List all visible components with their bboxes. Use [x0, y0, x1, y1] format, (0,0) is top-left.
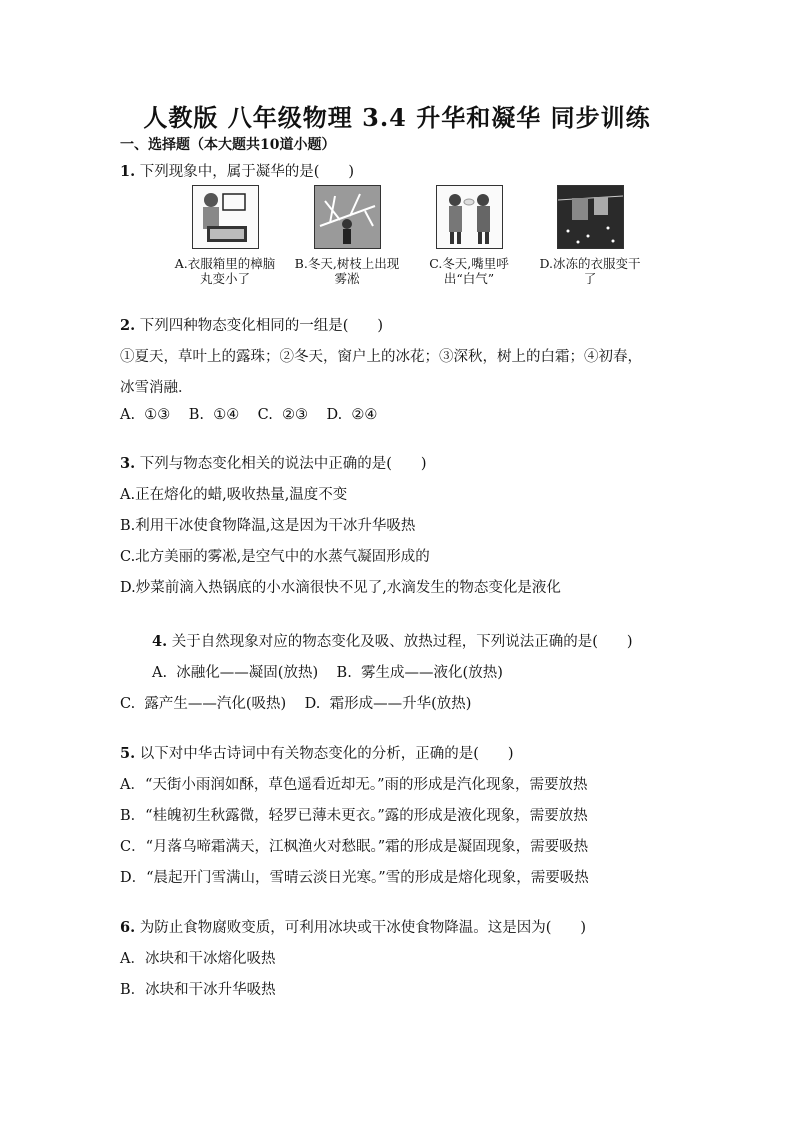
question-number: 5. [120, 745, 136, 762]
rime-tree-image [314, 185, 381, 249]
q2-statement-line-2: 冰雪消融． [120, 380, 193, 396]
question-stem: 以下对中华古诗词中有关物态变化的分析，正确的是( ) [139, 746, 514, 762]
question-2 [120, 314, 383, 335]
q4-options-line-1: A. 冰融化——凝固(放热) B. 雾生成——液化(放热) [152, 665, 503, 681]
question-stem: 关于自然现象对应的物态变化及吸、放热过程，下列说法正确的是( ) [171, 634, 633, 650]
question-stem: 为防止食物腐败变质，可利用冰块或干冰使食物降温。这是因为( ) [139, 920, 587, 936]
q2-statement-line-1: ①夏天，草叶上的露珠；②冬天，窗户上的冰花；③深秋，树上的白霜；④初春， [120, 349, 642, 365]
option-d-caption: D.冰冻的衣服变干了 [539, 256, 641, 286]
q5-option-c: C．“月落乌啼霜满天，江枫渔火对愁眠。”霜的形成是凝固现象，需要吸热 [120, 839, 589, 855]
question-4 [152, 630, 633, 651]
question-3 [120, 452, 427, 473]
q6-option-a: A．冰块和干冰熔化吸热 [120, 951, 276, 967]
question-5 [120, 742, 514, 763]
q4-options-line-2: C. 露产生——汽化(吸热) D. 霜形成——升华(放热) [120, 696, 472, 712]
page-title: 人教版 八年级物理 3.4 升华和凝华 同步训练 [143, 103, 651, 132]
question-number: 6. [120, 919, 136, 936]
question-number: 4. [152, 633, 168, 650]
question-stem: 下列现象中，属于凝华的是( ) [139, 164, 355, 180]
question-number: 3. [120, 455, 136, 472]
question-1 [120, 160, 354, 181]
q3-option-b: B.利用干冰使食物降温,这是因为干冰升华吸热 [120, 518, 416, 534]
question-stem: 下列与物态变化相关的说法中正确的是( ) [139, 456, 427, 472]
option-a-caption: A.衣服箱里的樟脑丸变小了 [174, 256, 276, 286]
q3-option-a: A.正在熔化的蜡,吸收热量,温度不变 [120, 487, 348, 503]
option-c-caption: C.冬天,嘴里呼出“白气” [429, 256, 509, 286]
option-b-caption: B.冬天,树枝上出现雾凇 [294, 256, 400, 286]
breath-people-image [436, 185, 503, 249]
question-number: 1. [120, 163, 136, 180]
section-heading: 一、选择题（本大题共10道小题） [120, 137, 336, 153]
q2-options: A. ①③ B. ①④ C. ②③ D. ②④ [120, 407, 378, 423]
frozen-clothes-image [557, 185, 624, 249]
q5-option-d: D．“晨起开门雪满山，雪晴云淡日光寒。”雪的形成是熔化现象，需要吸热 [120, 870, 589, 886]
q3-option-d: D.炒菜前滴入热锅底的小水滴很快不见了,水滴发生的物态变化是液化 [120, 580, 561, 596]
question-stem: 下列四种物态变化相同的一组是( ) [139, 318, 384, 334]
question-number: 2. [120, 317, 136, 334]
q5-option-b: B．“桂魄初生秋露微，轻罗已薄未更衣。”露的形成是液化现象，需要放热 [120, 808, 588, 824]
question-6 [120, 916, 586, 937]
q5-option-a: A．“天街小雨润如酥，草色遥看近却无。”雨的形成是汽化现象，需要放热 [120, 777, 588, 793]
camphor-box-image [192, 185, 259, 249]
q3-option-c: C.北方美丽的雾凇,是空气中的水蒸气凝固形成的 [120, 549, 430, 565]
q6-option-b: B．冰块和干冰升华吸热 [120, 982, 276, 998]
